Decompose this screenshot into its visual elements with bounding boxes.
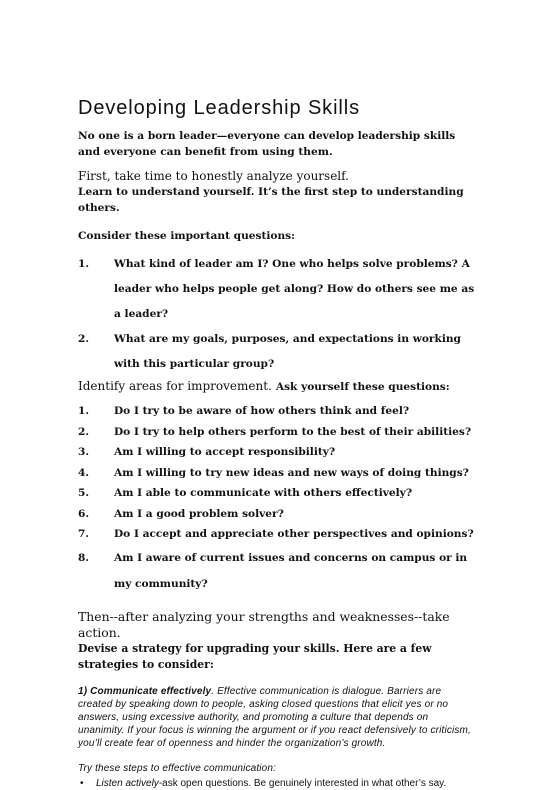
list-item xyxy=(78,524,476,545)
list-item xyxy=(78,327,476,377)
list-text: Am I a good problem solver? xyxy=(114,507,284,520)
intro-paragraph: No one is a born leader—everyone can develop leadership skills and everyone can benefit from using them. xyxy=(78,130,456,158)
list-item xyxy=(78,422,476,443)
action-body: Devise a strategy for upgrading your skills. Here are a few strategies to consider: xyxy=(78,641,432,671)
analyze-section xyxy=(78,168,476,216)
list-text: Am I aware of current issues and concerns on campus or in my community? xyxy=(114,551,468,590)
list-text: What kind of leader am I? One who helps solve problems? A leader who helps people get along? How do others see me as a leader? xyxy=(114,258,475,320)
list-text: What are my goals, purposes, and expectations in working with this particular group? xyxy=(114,333,461,370)
list-number: 2. xyxy=(78,425,90,438)
bullet-rest: -ask open questions. Be genuinely interested in what other’s say. xyxy=(158,777,447,789)
list-number: 4. xyxy=(78,466,90,479)
list-number: 3. xyxy=(78,446,90,458)
document-title: Developing Leadership Skills xyxy=(78,97,361,119)
identify-body: Ask yourself these questions: xyxy=(275,381,450,393)
self-questions-list xyxy=(78,401,476,597)
action-heading: Then--after analyzing your strengths and weaknesses--take action. xyxy=(78,608,450,640)
identify-heading: Identify areas for improvement. xyxy=(78,379,272,393)
list-text: Am I willing to try new ideas and new ways of doing things? xyxy=(114,466,469,479)
important-questions-list xyxy=(78,252,476,377)
strategy-body: . Effective communication is dialogue. Barriers are created by speaking down to people, asking closed questions that elicit yes or no answers, using excessive authority, and promoting a culture that depends on unanimity. If your focus is winning the argument or if you react defensively to criticism, you’ll create fear of openness and hinder the organization’s growth. xyxy=(78,685,471,749)
list-item xyxy=(78,545,476,597)
steps-title: Try these steps to effective communication: xyxy=(78,762,277,774)
list-item xyxy=(78,463,476,484)
communication-steps-list xyxy=(78,777,476,790)
list-text: Do I try to be aware of how others think and feel? xyxy=(114,405,410,417)
list-number: 5. xyxy=(78,487,90,499)
list-number: 2. xyxy=(78,333,90,345)
analyze-body: Learn to understand yourself. It’s the first step to understanding others. xyxy=(78,186,464,214)
identify-line xyxy=(78,377,476,395)
bullet-icon: • xyxy=(80,777,84,789)
bullet-lead: Listen actively xyxy=(96,777,159,789)
list-number: 8. xyxy=(78,551,90,564)
list-number: 6. xyxy=(78,507,90,520)
bullet-item xyxy=(78,777,476,790)
list-text: Do I try to help others perform to the best of their abilities? xyxy=(114,425,472,438)
consider-label: Consider these important questions: xyxy=(78,230,296,242)
list-item xyxy=(78,504,476,525)
list-text: Am I willing to accept responsibility? xyxy=(114,446,336,458)
list-number: 7. xyxy=(78,528,90,540)
strategy-communicate xyxy=(78,685,476,750)
list-number: 1. xyxy=(78,405,90,417)
list-item xyxy=(78,442,476,463)
strategy-heading: 1) Communicate effectively xyxy=(78,685,212,697)
analyze-heading: First, take time to honestly analyze yourself. xyxy=(78,169,349,183)
list-item xyxy=(78,401,476,422)
list-item xyxy=(78,252,476,327)
list-number: 1. xyxy=(78,258,90,270)
list-text: Do I accept and appreciate other perspectives and opinions? xyxy=(114,528,474,540)
document-content xyxy=(78,96,476,790)
action-section xyxy=(78,609,476,673)
list-text: Am I able to communicate with others effectively? xyxy=(114,487,413,499)
list-item xyxy=(78,483,476,504)
